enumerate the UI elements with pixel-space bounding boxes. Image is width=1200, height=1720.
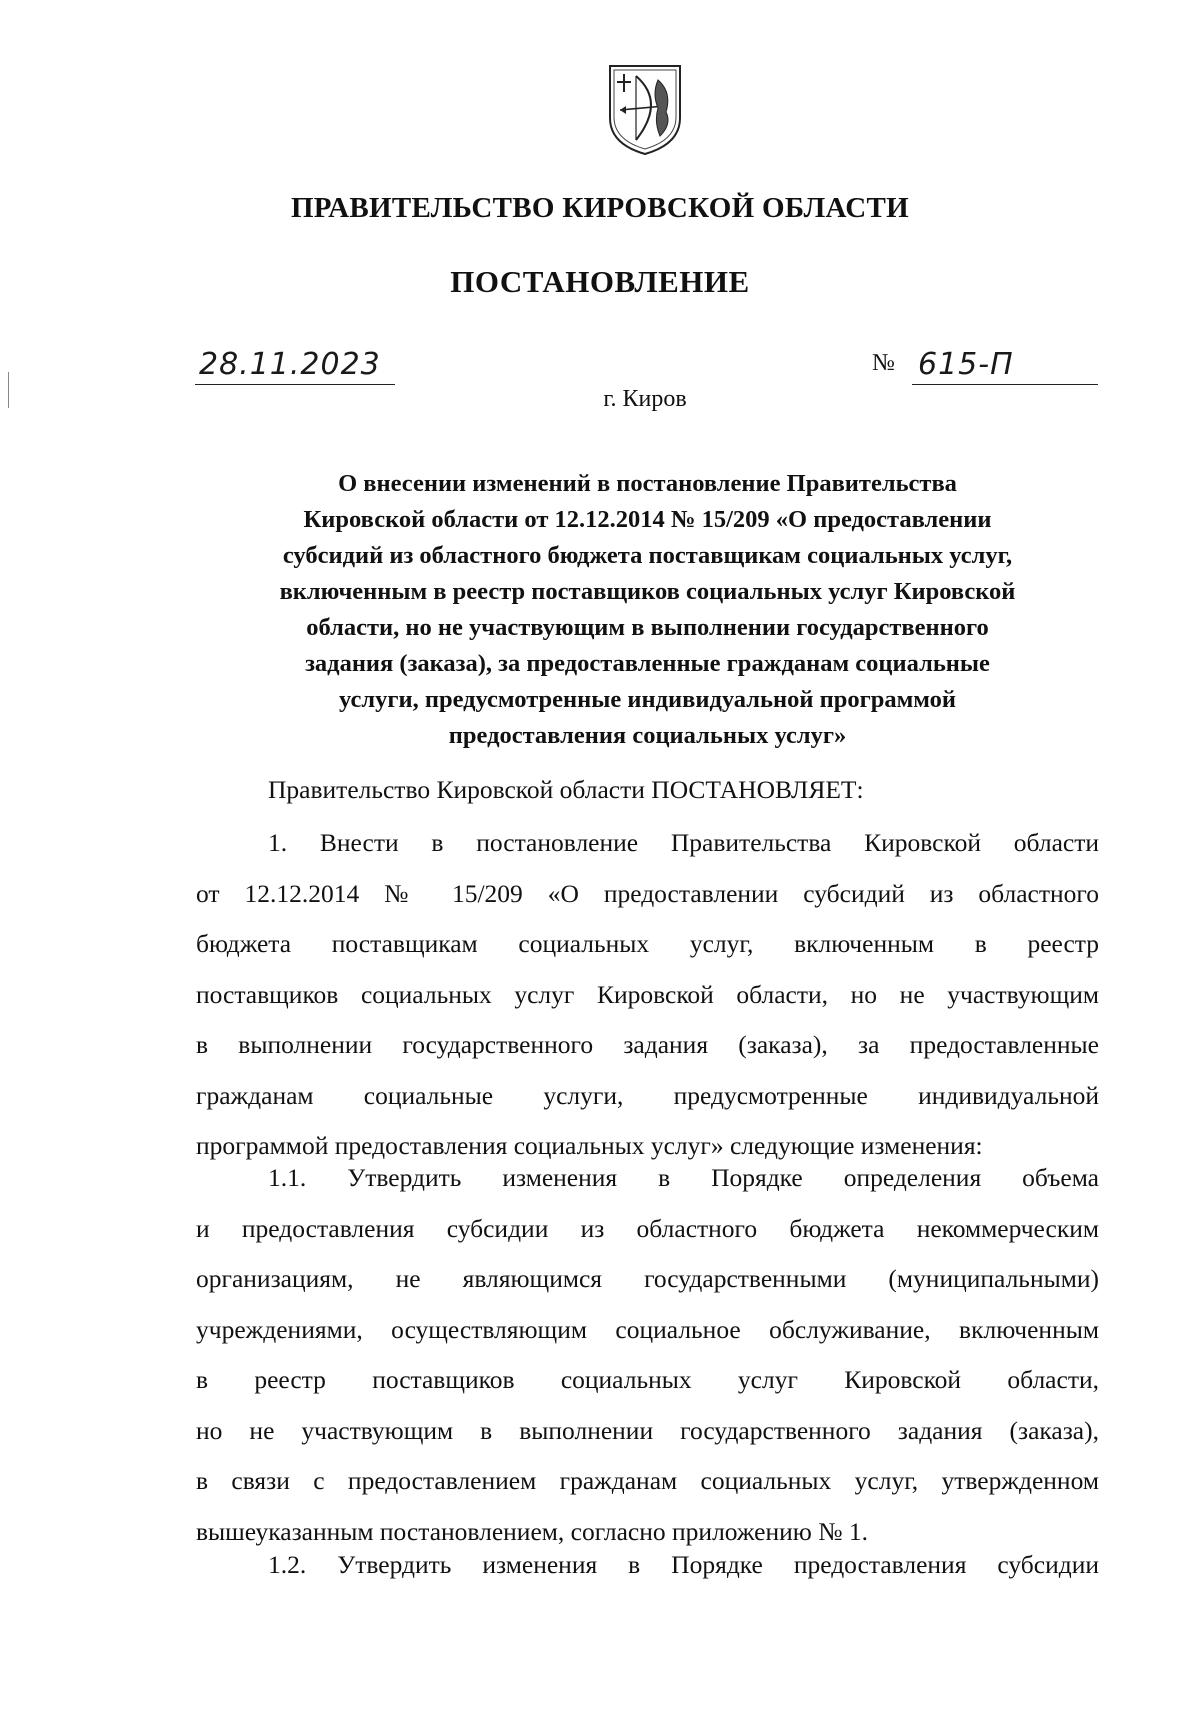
paragraph-line: организациям, не являющимся государственными (муниципальными) [196, 1264, 1099, 1293]
paragraph-line: поставщиков социальных услуг Кировской области, но не участвующим [196, 979, 1099, 1009]
paragraph-line: вышеуказанным постановлением, согласно приложению № 1. [196, 1516, 869, 1546]
kirov-coat-of-arms-icon [606, 62, 684, 156]
paragraph-line: в связи с предоставлением гражданам социальных услуг, утвержденном [196, 1466, 1099, 1495]
paragraph-1 [196, 818, 1099, 1172]
subject-line: предоставления социальных услуг» [448, 722, 847, 749]
resolution-intro: Правительство Кировской области ПОСТАНОВЛЯЕТ: [268, 775, 864, 804]
paragraph-line: 1.1. Утвердить изменения в Порядке определения объема [268, 1163, 1099, 1192]
paragraph-line: 1. Внести в постановление Правительства Кировской области [268, 828, 1099, 857]
number-label: № [872, 350, 895, 376]
subject-line: области, но не участвующим в выполнении государственного [306, 614, 989, 641]
paragraph-line: от 12.12.2014 № 15/209 «О предоставлении субсидий из областного [196, 878, 1099, 908]
paragraph-line: программой предоставления социальных услуг» следующие изменения: [196, 1131, 983, 1160]
paragraph-line: и предоставления субсидии из областного бюджета некоммерческим [196, 1213, 1099, 1243]
paragraph-line: гражданам социальные услуги, предусмотренные индивидуальной [196, 1080, 1099, 1110]
subject-line: субсидий из областного бюджета поставщикам социальных услуг, [282, 542, 1013, 569]
document-type-heading: ПОСТАНОВЛЕНИЕ [450, 264, 750, 299]
paragraph-line: 1.2. Утвердить изменения в Порядке предоставления субсидии [268, 1550, 1099, 1579]
scan-margin-mark [8, 372, 9, 408]
document-number: 615-П [918, 347, 1014, 382]
subject-line: задания (заказа), за предоставленные гражданам социальные [305, 650, 990, 677]
document-date: 28.11.2023 [199, 347, 381, 382]
city-line: г. Киров [603, 386, 687, 412]
subject-line: О внесении изменений в постановление Правительства [338, 470, 957, 497]
document-subject [195, 466, 1100, 754]
paragraph-line: в реестр поставщиков социальных услуг Кировской области, [196, 1365, 1099, 1394]
paragraph-line: но не участвующим в выполнении государственного задания (заказа), [196, 1415, 1099, 1445]
paragraph-line: учреждениями, осуществляющим социальное обслуживание, включенным [196, 1314, 1099, 1344]
subject-line: услуги, предусмотренные индивидуальной программой [339, 686, 956, 713]
date-field [195, 344, 395, 385]
government-title: ПРАВИТЕЛЬСТВО КИРОВСКОЙ ОБЛАСТИ [290, 192, 910, 224]
paragraph-1-1 [196, 1153, 1099, 1557]
paragraph-line: бюджета поставщикам социальных услуг, включенным в реестр [196, 929, 1099, 958]
paragraph-1-2 [196, 1540, 1099, 1591]
number-field [912, 344, 1098, 385]
subject-line: включенным в реестр поставщиков социальных услуг Кировской [279, 578, 1016, 605]
subject-line: Кировской области от 12.12.2014 № 15/209 «О предоставлении [303, 506, 992, 533]
paragraph-line: в выполнении государственного задания (заказа), за предоставленные [196, 1030, 1099, 1059]
